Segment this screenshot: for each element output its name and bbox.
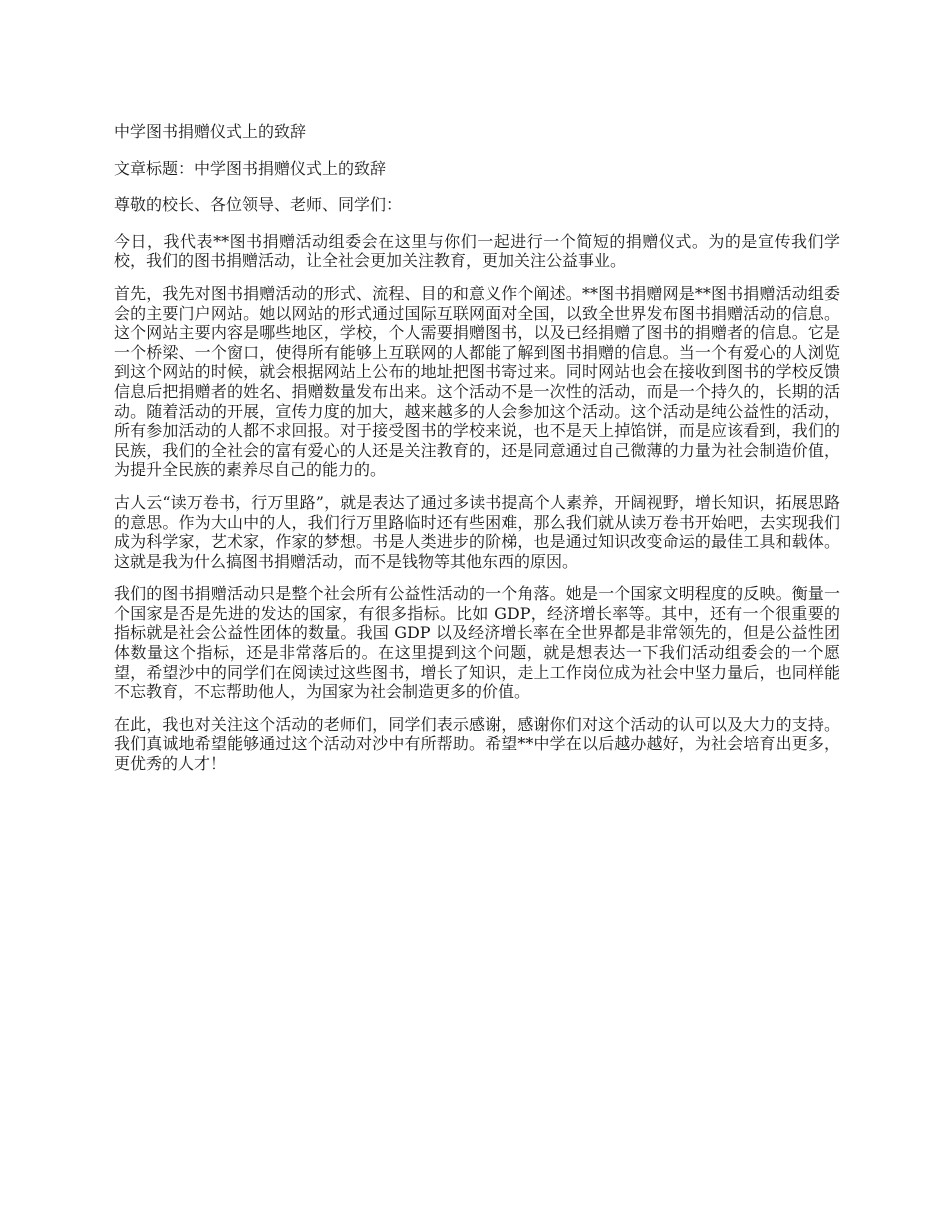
document-title: 中学图书捐赠仪式上的致辞 (114, 122, 307, 141)
paragraph-closing-thanks: 在此，我也对关注这个活动的老师们，同学们表示感谢，感谢你们对这个活动的认可以及大力的支持。我们真诚地希望能够通过这个活动对沙中有所帮助。希望**中学在以后越办越好，为社会培育出更多，更优秀的人才！ (114, 714, 840, 774)
article-title: 文章标题：中学图书捐赠仪式上的致辞 (114, 158, 387, 178)
paragraph-opening: 今日，我代表**图书捐赠活动组委会在这里与你们一起进行一个简短的捐赠仪式。为的是宣传我们学校，我们的图书捐赠活动，让全社会更加关注教育，更加关注公益事业。 (114, 231, 840, 271)
paragraph-public-welfare: 我们的图书捐赠活动只是整个社会所有公益性活动的一个角落。她是一个国家文明程度的反映。衡量一个国家是否是先进的发达的国家，有很多指标。比如 GDP，经济增长率等。其中，还有一个很重要的指标就是社会公益性团体的数量。我国 GDP 以及经济增长率在全世界都是非常领先的，但是公益性团体数量这个指标，还是非常落后的。在这里提到这个问题，就是想表达一下我们活动组委会的一个愿望，希望沙中的同学们在阅读过这些图书，增长了知识，走上工作岗位成为社会中坚力量后，也同样能不忘教育，不忘帮助他人，为国家为社会制造更多的价值。 (114, 584, 840, 702)
paragraph-reading-value: 古人云“读万卷书，行万里路”，就是表达了通过多读书提高个人素养，开阔视野，增长知识，拓展思路的意思。作为大山中的人，我们行万里路临时还有些困难，那么我们就从读万卷书开始吧，去实现我们成为科学家，艺术家，作家的梦想。书是人类进步的阶梯，也是通过知识改变命运的最佳工具和载体。这就是我为什么搞图书捐赠活动，而不是钱物等其他东西的原因。 (114, 492, 840, 571)
document-body (114, 122, 840, 787)
salutation: 尊敬的校长、各位领导、老师、同学们： (114, 195, 403, 215)
paragraph-activity-description: 首先，我先对图书捐赠活动的形式、流程、目的和意义作个阐述。**图书捐赠网是**图书捐赠活动组委会的主要门户网站。她以网站的形式通过国际互联网面对全国，以致全世界发布图书捐赠活动的信息。这个网站主要内容是哪些地区，学校，个人需要捐赠图书，以及已经捐赠了图书的捐赠者的信息。它是一个桥梁、一个窗口，使得所有能够上互联网的人都能了解到图书捐赠的信息。当一个有爱心的人浏览到这个网站的时候，就会根据网站上公布的地址把图书寄过来。同时网站也会在接收到图书的学校反馈信息后把捐赠者的姓名、捐赠数量发布出来。这个活动不是一次性的活动，而是一个持久的，长期的活动。随着活动的开展，宣传力度的加大，越来越多的人会参加这个活动。这个活动是纯公益性的活动，所有参加活动的人都不求回报。对于接受图书的学校来说，也不是天上掉馅饼，而是应该看到，我们的民族，我们的全社会的富有爱心的人还是关注教育的，还是同意通过自己微薄的力量为社会制造价值，为提升全民族的素养尽自己的能力的。 (114, 283, 840, 480)
